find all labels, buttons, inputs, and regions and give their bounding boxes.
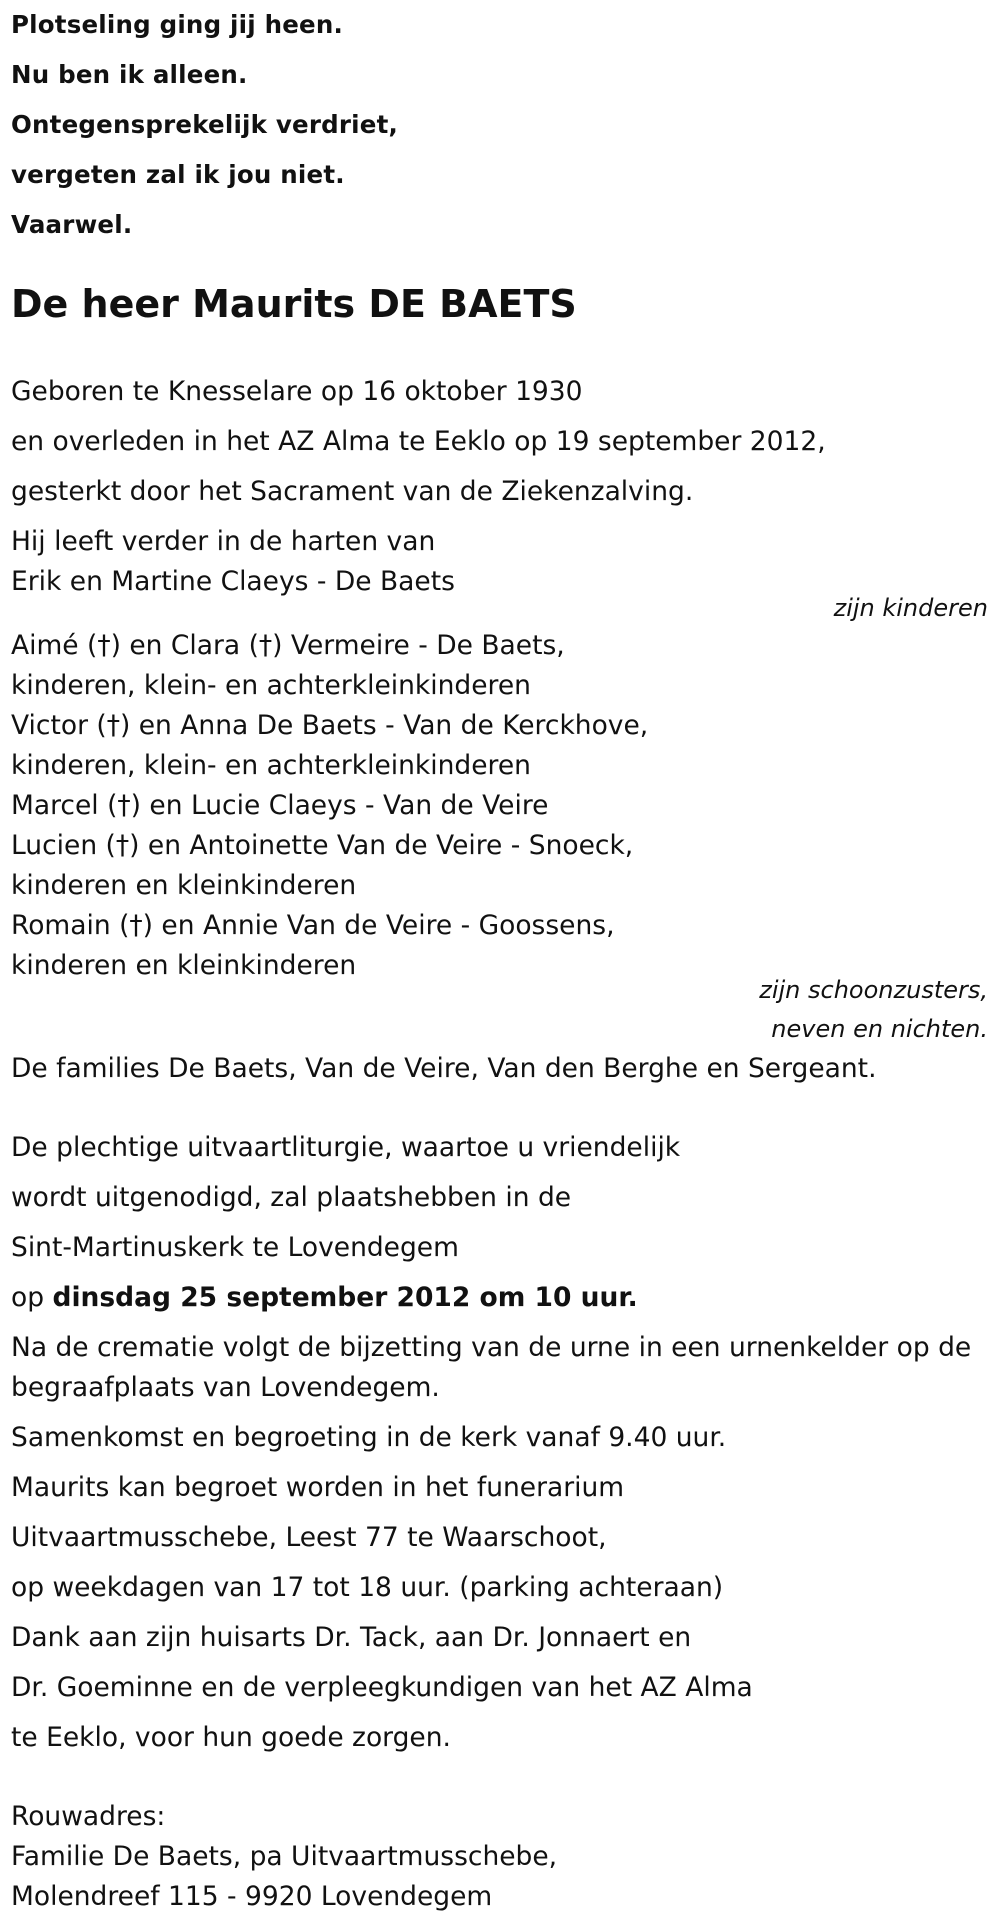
poem-line: Ontegensprekelijk verdriet, <box>11 110 399 139</box>
address-label: Rouwadres: <box>11 1801 166 1832</box>
children-names: Erik en Martine Claeys - De Baets <box>11 566 455 597</box>
poem-line: vergeten zal ik jou niet. <box>11 160 345 189</box>
ceremony-date: dinsdag 25 september 2012 om 10 uur. <box>52 1282 638 1313</box>
ceremony-line: De plechtige uitvaartliturgie, waartoe u vriendelijk <box>11 1132 681 1163</box>
death-line: en overleden in het AZ Alma te Eeklo op 19 september 2012, <box>11 426 826 457</box>
families-line: De families De Baets, Van de Veire, Van den Berghe en Sergeant. <box>11 1053 877 1084</box>
poem-line: Nu ben ik alleen. <box>11 60 248 89</box>
ceremony-line: Sint-Martinuskerk te Lovendegem <box>11 1232 459 1263</box>
deceased-name-title: De heer Maurits DE BAETS <box>11 282 577 326</box>
visitation-line: Uitvaartmusschebe, Leest 77 te Waarschoot, <box>11 1522 607 1553</box>
ceremony-date-prefix: op <box>11 1282 45 1313</box>
ceremony-date-line <box>11 1281 638 1315</box>
in-laws-label: neven en nichten. <box>771 1015 988 1043</box>
thanks-line: Dank aan zijn huisarts Dr. Tack, aan Dr. Jonnaert en <box>11 1622 692 1653</box>
in-law-line: Marcel (†) en Lucie Claeys - Van de Veire <box>11 790 549 821</box>
in-laws-label: zijn schoonzusters, <box>759 976 988 1004</box>
address-line: Molendreef 115 - 9920 Lovendegem <box>11 1881 493 1912</box>
ceremony-line: wordt uitgenodigd, zal plaatshebben in de <box>11 1182 572 1213</box>
in-law-line: Lucien (†) en Antoinette Van de Veire - Snoeck, <box>11 830 634 861</box>
cremation-line: begraafplaats van Lovendegem. <box>11 1372 440 1403</box>
thanks-line: te Eeklo, voor hun goede zorgen. <box>11 1722 451 1753</box>
poem-line: Plotseling ging jij heen. <box>11 10 343 39</box>
in-law-line: Victor (†) en Anna De Baets - Van de Kerckhove, <box>11 710 649 741</box>
survivors-intro: Hij leeft verder in de harten van <box>11 526 436 557</box>
birth-line: Geboren te Knesselare op 16 oktober 1930 <box>11 376 583 407</box>
visitation-line: Maurits kan begroet worden in het funerarium <box>11 1472 625 1503</box>
in-law-line: Aimé (†) en Clara (†) Vermeire - De Baets, <box>11 630 565 661</box>
children-label: zijn kinderen <box>833 594 988 622</box>
visitation-line: op weekdagen van 17 tot 18 uur. (parking achteraan) <box>11 1572 724 1603</box>
in-law-line: kinderen en kleinkinderen <box>11 870 357 901</box>
in-law-line: kinderen en kleinkinderen <box>11 950 357 981</box>
in-law-line: Romain (†) en Annie Van de Veire - Goossens, <box>11 910 615 941</box>
thanks-line: Dr. Goeminne en de verpleegkundigen van het AZ Alma <box>11 1672 753 1703</box>
gathering-line: Samenkomst en begroeting in de kerk vanaf 9.40 uur. <box>11 1422 727 1453</box>
poem-line: Vaarwel. <box>11 210 133 239</box>
cremation-line: Na de crematie volgt de bijzetting van de urne in een urnenkelder op de <box>11 1332 972 1363</box>
address-line: Familie De Baets, pa Uitvaartmusschebe, <box>11 1841 558 1872</box>
in-law-line: kinderen, klein- en achterkleinkinderen <box>11 750 531 781</box>
sacrament-line: gesterkt door het Sacrament van de Ziekenzalving. <box>11 476 694 507</box>
in-law-line: kinderen, klein- en achterkleinkinderen <box>11 670 531 701</box>
